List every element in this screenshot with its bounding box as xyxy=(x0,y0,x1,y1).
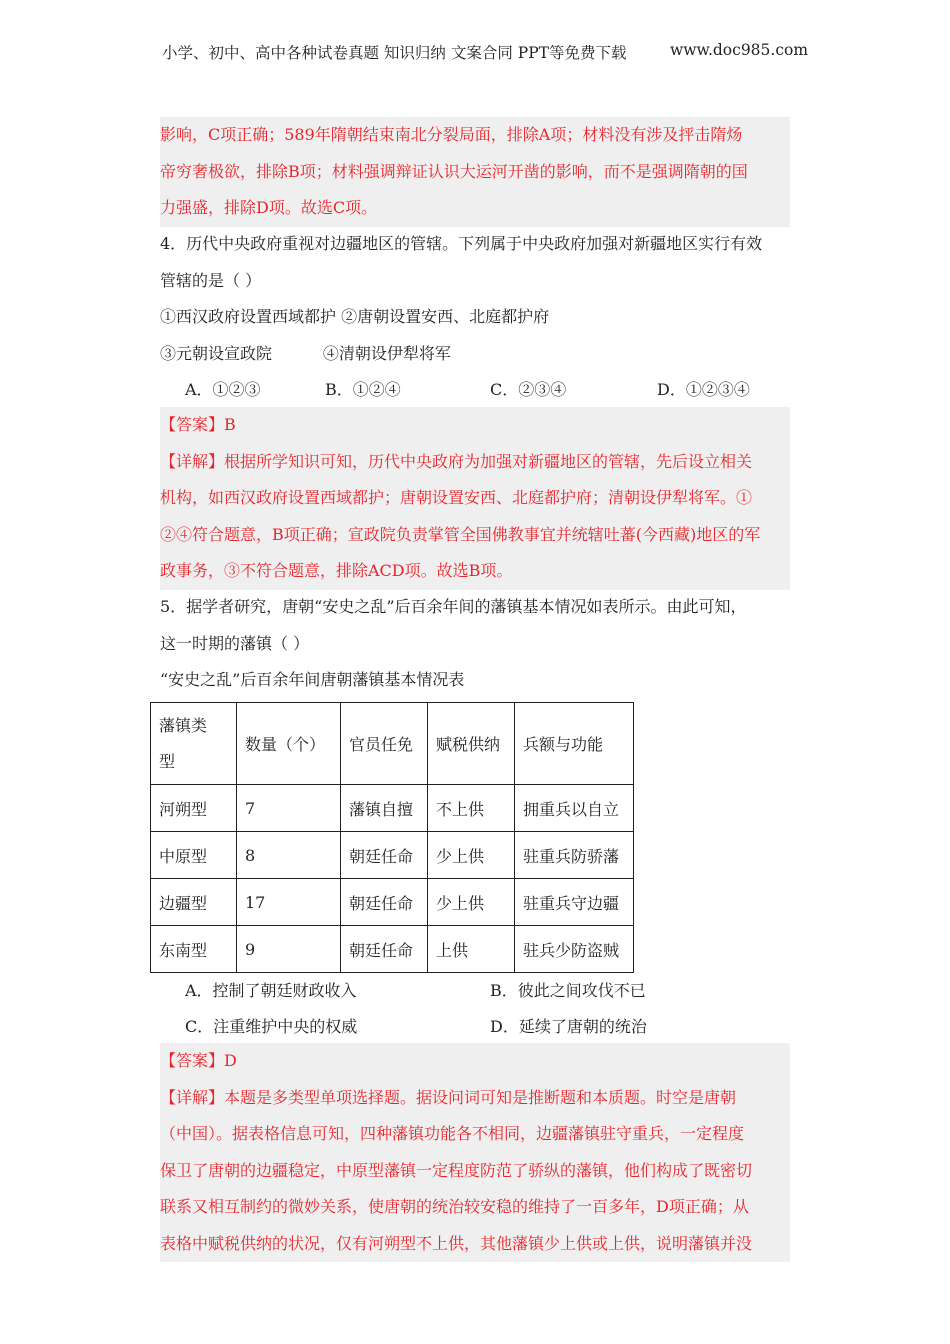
prev-explanation xyxy=(160,117,790,227)
table-row xyxy=(151,879,634,926)
answer-line xyxy=(160,1043,790,1080)
table-cell: 17 xyxy=(237,879,341,926)
header-line: 型 xyxy=(159,751,176,771)
detail-line xyxy=(160,444,790,481)
table-cell: 7 xyxy=(237,785,341,832)
question-4 xyxy=(160,226,790,408)
options-row xyxy=(160,1009,790,1045)
answer-label: 【答案】 xyxy=(160,415,225,434)
detail-line: 表格中赋税供纳的状况，仅有河朔型不上供，其他藩镇少上供或上供，说明藩镇并没 xyxy=(160,1233,753,1253)
table-cell: 朝廷任命 xyxy=(341,879,428,926)
table-header-cell: 官员任免 xyxy=(341,703,428,785)
answer-label: 【答案】 xyxy=(160,1051,225,1070)
page-header xyxy=(162,41,809,63)
table-cell: 少上供 xyxy=(428,832,515,879)
table-header-cell xyxy=(151,703,237,785)
table-cell: 驻重兵防骄藩 xyxy=(515,832,634,879)
header-text: 小学、初中、高中各种试卷真题 知识归纳 文案合同 PPT等免费下载 xyxy=(162,44,627,62)
question-stem: 管辖的是（ ） xyxy=(160,270,262,290)
option-b: B．①②④ xyxy=(325,380,401,399)
detail-line: ②④符合题意，B项正确；宣政院负责掌管全国佛教事宜并统辖吐蕃(今西藏)地区的军 xyxy=(160,524,761,544)
detail-line: 机构，如西汉政府设置西域都护；唐朝设置安西、北庭都护府；清朝设伊犁将军。① xyxy=(160,488,753,507)
table-cell: 河朔型 xyxy=(151,785,237,832)
header-url: www.doc985.com xyxy=(670,41,809,59)
q5-options xyxy=(160,973,790,1045)
question-5 xyxy=(160,589,790,699)
options-row xyxy=(160,973,790,1009)
options-row xyxy=(160,372,790,408)
table-cell: 少上供 xyxy=(428,879,515,926)
option-d: D．①②③④ xyxy=(657,380,750,399)
detail-label: 【详解】 xyxy=(160,1087,225,1107)
explanation-line: 影响，C项正确；589年隋朝结束南北分裂局面，排除A项；材料没有涉及抨击隋炀 xyxy=(160,125,743,144)
option-c: C．注重维护中央的权威 xyxy=(185,1017,358,1036)
table-cell: 朝廷任命 xyxy=(341,926,428,973)
table-cell: 9 xyxy=(237,926,341,973)
detail-line: 联系又相互制约的微妙关系，使唐朝的统治较安稳的维持了一百多年，D项正确；从 xyxy=(160,1197,749,1216)
option-a: A．①②③ xyxy=(185,380,261,399)
explanation-line: 帝穷奢极欲，排除B项；材料强调辩证认识大运河开凿的影响，而不是强调隋朝的国 xyxy=(160,161,748,181)
table-header-cell: 赋税供纳 xyxy=(428,703,515,785)
option-a: A．控制了朝廷财政收入 xyxy=(185,981,357,1000)
question-stem: 5．据学者研究，唐朝“安史之乱”后百余年间的藩镇基本情况如表所示。由此可知， xyxy=(160,597,747,616)
q4-answer-block xyxy=(160,407,790,590)
detail-line: 保卫了唐朝的边疆稳定，中原型藩镇一定程度防范了骄纵的藩镇，他们构成了既密切 xyxy=(160,1160,753,1180)
detail-line: 政事务，③不符合题意，排除ACD项。故选B项。 xyxy=(160,561,513,580)
table-row xyxy=(151,926,634,973)
table-cell: 驻重兵守边疆 xyxy=(515,879,634,926)
table-header-row xyxy=(151,703,634,785)
detail-line: （中国）。据表格信息可知，四种藩镇功能各不相同，边疆藩镇驻守重兵，一定程度 xyxy=(160,1124,745,1143)
detail-text: 根据所学知识可知，历代中央政府为加强对新疆地区的管辖，先后设立相关 xyxy=(224,451,753,471)
table-cell: 拥重兵以自立 xyxy=(515,785,634,832)
fanzhen-table xyxy=(150,702,634,973)
table-header-cell: 兵额与功能 xyxy=(515,703,634,785)
explanation-line: 力强盛，排除D项。故选C项。 xyxy=(160,198,378,217)
table-title: “安史之乱”后百余年间唐朝藩镇基本情况表 xyxy=(160,670,465,689)
detail-line xyxy=(160,1080,790,1117)
table-cell: 上供 xyxy=(428,926,515,973)
question-items: ①西汉政府设置西域都护 ②唐朝设置安西、北庭都护府 xyxy=(160,307,550,326)
option-c: C．②③④ xyxy=(490,380,567,399)
table-row xyxy=(151,832,634,879)
option-b: B．彼此之间攻伐不已 xyxy=(490,981,646,1000)
table-row xyxy=(151,785,634,832)
question-stem: 4．历代中央政府重视对边疆地区的管辖。下列属于中央政府加强对新疆地区实行有效 xyxy=(160,234,763,253)
table-cell: 中原型 xyxy=(151,832,237,879)
question-items: ③元朝设宣政院 ④清朝设伊犁将军 xyxy=(160,343,451,363)
answer-line xyxy=(160,407,790,444)
table-cell: 藩镇自擅 xyxy=(341,785,428,832)
table-cell: 朝廷任命 xyxy=(341,832,428,879)
q5-answer-block xyxy=(160,1043,790,1262)
header-line: 藩镇类 xyxy=(159,715,208,735)
table-cell: 东南型 xyxy=(151,926,237,973)
question-stem: 这一时期的藩镇（ ） xyxy=(160,633,310,653)
detail-text: 本题是多类型单项选择题。据设问词可知是推断题和本质题。时空是唐朝 xyxy=(224,1087,737,1107)
table-cell: 8 xyxy=(237,832,341,879)
table-header-cell: 数量（个） xyxy=(237,703,341,785)
table-cell: 驻兵少防盗贼 xyxy=(515,926,634,973)
table-cell: 不上供 xyxy=(428,785,515,832)
table-cell: 边疆型 xyxy=(151,879,237,926)
answer-value: B xyxy=(224,415,236,434)
answer-value: D xyxy=(224,1051,237,1070)
detail-label: 【详解】 xyxy=(160,451,225,471)
option-d: D．延续了唐朝的统治 xyxy=(490,1017,647,1036)
